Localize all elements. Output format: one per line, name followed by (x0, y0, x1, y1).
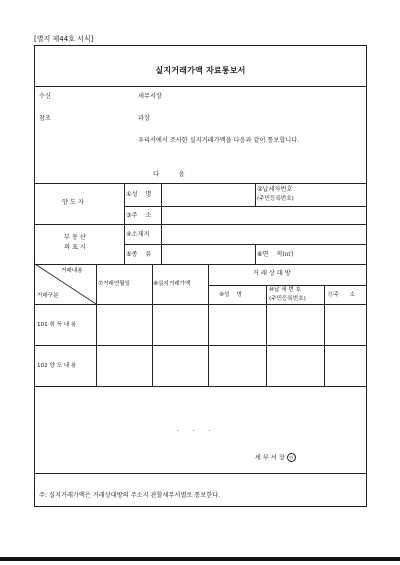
cp-taxpayer-column: ⑩납 세 번 호 (269, 287, 301, 293)
form-number: [별지 제44호 서식] (34, 35, 94, 43)
to-value: 세무서장 (138, 93, 162, 100)
type-field: ⑤종 류 (126, 251, 152, 258)
cp-address-column: ⑪주 소 (328, 292, 356, 298)
cp-name-column: ⑨성 명 (219, 292, 242, 298)
date-column: ⑦거래연월일 (98, 281, 131, 287)
area-field: ⑥면 적(㎡) (257, 251, 294, 258)
row-transfer: 102 양 도 내 용 (37, 363, 77, 369)
date-dots: . . . (177, 426, 211, 433)
form-title: 실지거래가액 자료통보서 (155, 66, 246, 75)
notice-message: 우리서에서 조사한 실지거래가액을 다음과 같이 통보합니다. (138, 137, 300, 144)
property-label-1: 부 동 산 (64, 234, 86, 241)
transferor-label: 양 도 자 (62, 199, 84, 206)
page-bottom-rule (0, 557, 400, 561)
price-column: ⑧실지거래가액 (153, 281, 191, 287)
seal-mark: 인 (287, 453, 296, 462)
diag-top-label: 거래내용 (61, 268, 83, 274)
name-field: ①성 명 (126, 191, 152, 198)
to-label: 수신 (39, 93, 51, 100)
section-heading: 다 음 (153, 171, 185, 178)
taxpayer-no-field: ②납세자번호 (257, 186, 293, 193)
ref-label: 참조 (39, 115, 51, 122)
resident-no-note: (주민등록번호) (257, 196, 294, 202)
report-form (34, 45, 367, 507)
signer-title: 세 무 서 장 (254, 454, 285, 462)
location-field: ④소재지 (126, 231, 150, 238)
signer (247, 446, 296, 469)
ref-value: 과장 (138, 115, 150, 122)
diagonal-rule (35, 46, 366, 508)
footer-note: 주: 실지거래가액은 거래상대방의 주소지 관할세무서별로 통보한다. (39, 492, 221, 499)
row-acquisition: 101 취 득 내 용 (37, 322, 77, 328)
cp-resident-note: (주민등록번호) (269, 296, 306, 302)
counterparty-header: 거 래 상 대 방 (253, 270, 291, 277)
address-field: ③주 소 (126, 212, 152, 219)
property-label-2: 의 표 시 (64, 244, 86, 251)
diag-bottom-label: 거래구분 (37, 293, 59, 299)
